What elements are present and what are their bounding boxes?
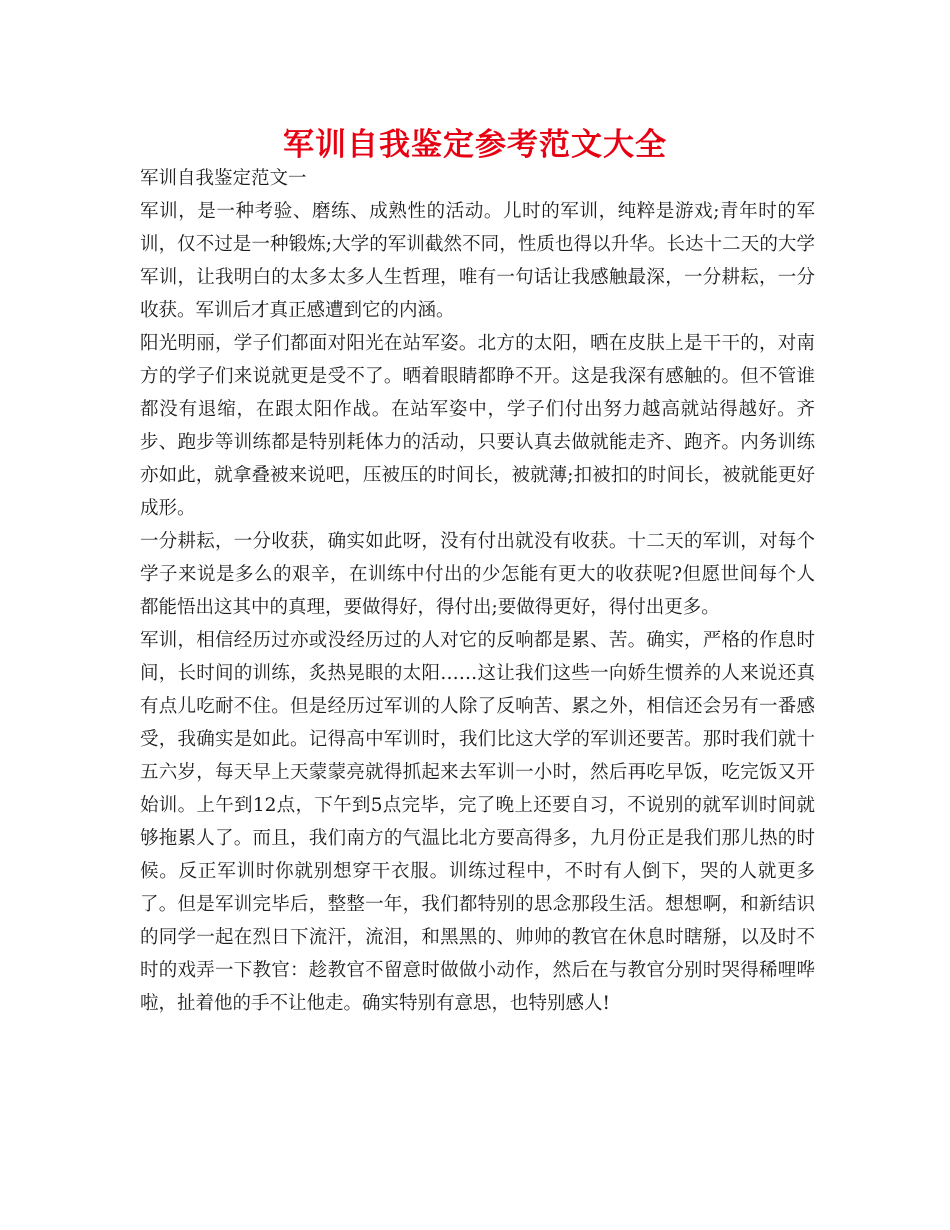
paragraph-2: 阳光明丽，学子们都面对阳光在站军姿。北方的太阳，晒在皮肤上是干干的，对南方的学子们来说就更是受不了。晒着眼睛都睁不开。这是我深有感触的。但不管谁都没有退缩，在跟太阳作战。在站军姿中，学子们付出努力越高就站得越好。齐步、跑步等训练都是特别耗体力的活动，只要认真去做就能走齐、跑齐。内务训练亦如此，就拿叠被来说吧，压被压的时间长，被就薄;扣被扣的时间长，被就能更好成形。 [140, 333, 815, 519]
document-title: 军训自我鉴定参考范文大全 [283, 127, 667, 163]
document-body [140, 162, 815, 1020]
section-subtitle: 军训自我鉴定范文一 [140, 168, 307, 189]
paragraph-3: 一分耕耘，一分收获，确实如此呀，没有付出就没有收获。十二天的军训，对每个学子来说是多么的艰辛，在训练中付出的少怎能有更大的收获呢?但愿世间每个人都能悟出这其中的真理，要做得好，得付出;要做得更好，得付出更多。 [140, 531, 815, 618]
paragraph-4: 军训，相信经历过亦或没经历过的人对它的反响都是累、苦。确实，严格的作息时间，长时间的训练，炙热晃眼的太阳……这让我们这些一向娇生惯养的人来说还真有点儿吃耐不住。但是经历过军训的人除了反响苦、累之外，相信还会另有一番感受，我确实是如此。记得高中军训时，我们比这大学的军训还要苦。那时我们就十五六岁，每天早上天蒙蒙亮就得抓起来去军训一小时，然后再吃早饭，吃完饭又开始训。上午到12点，下午到5点完毕，完了晚上还要自习，不说别的就军训时间就够拖累人了。而且，我们南方的气温比北方要高得多，九月份正是我们那儿热的时候。反正军训时你就别想穿干衣服。训练过程中，不时有人倒下，哭的人就更多了。但是军训完毕后，整整一年，我们都特别的思念那段生活。想想啊，和新结识的同学一起在烈日下流汗，流泪，和黑黑的、帅帅的教官在休息时瞎掰，以及时不时的戏弄一下教官：趁教官不留意时做做小动作，然后在与教官分别时哭得稀哩哗啦，扯着他的手不让他走。确实特别有意思，也特别感人! [140, 630, 815, 1014]
paragraph-1: 军训，是一种考验、磨练、成熟性的活动。儿时的军训，纯粹是游戏;青年时的军训，仅不过是一种锻炼;大学的军训截然不同，性质也得以升华。长达十二天的大学军训，让我明白的太多太多人生哲理，唯有一句话让我感触最深，一分耕耘，一分收获。军训后才真正感遭到它的内涵。 [140, 201, 815, 321]
